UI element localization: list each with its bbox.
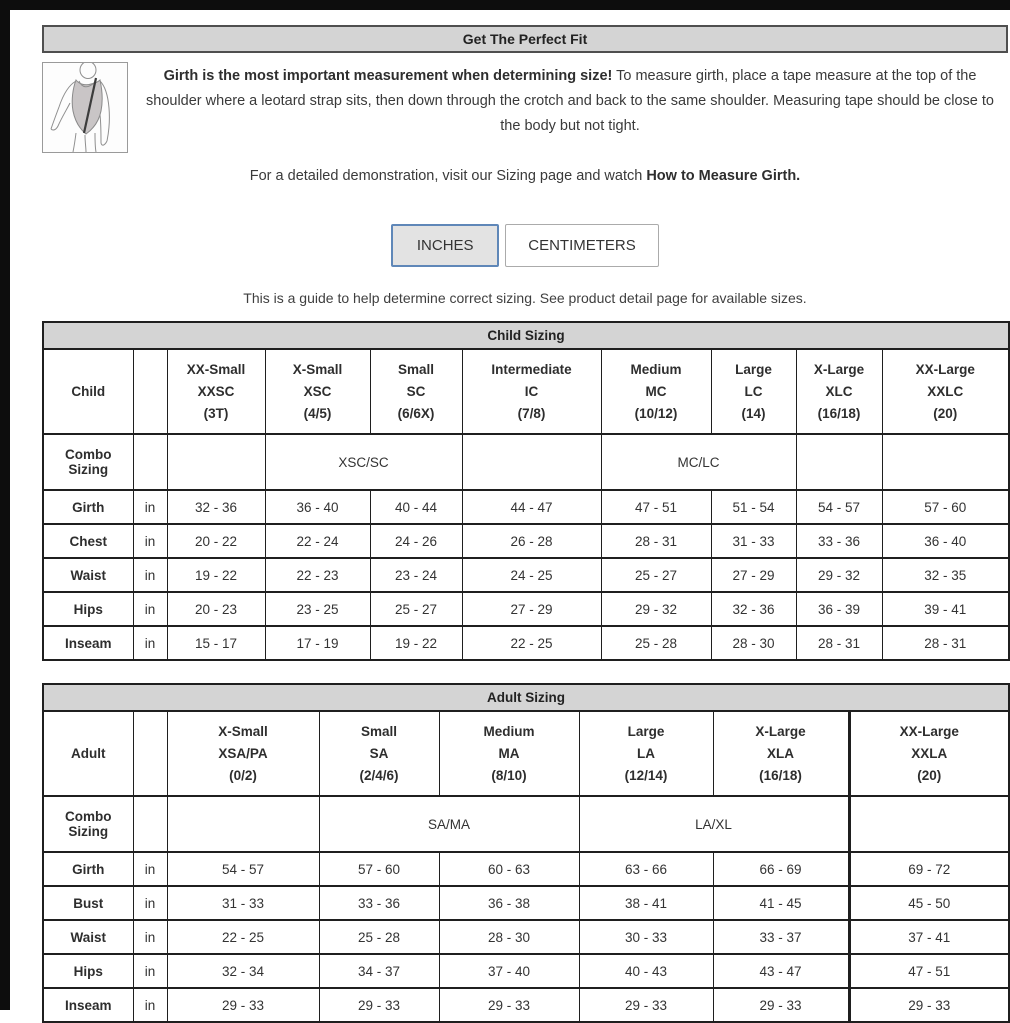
size-value-cell: 36 - 40	[265, 490, 370, 524]
unit-cell: in	[133, 490, 167, 524]
child-col-SC: Small SC (6/6X)	[370, 349, 462, 434]
centimeters-button[interactable]: CENTIMETERS	[505, 224, 659, 267]
child-combo-blank	[796, 434, 882, 490]
size-value-cell: 17 - 19	[265, 626, 370, 660]
size-value-cell: 29 - 33	[439, 988, 579, 1022]
demo-bold-text: How to Measure Girth.	[646, 168, 801, 184]
size-value-cell: 25 - 27	[601, 558, 711, 592]
child-row-header: Child	[43, 349, 133, 434]
size-value-cell: 29 - 33	[579, 988, 713, 1022]
child-combo-MC-LC: MC/LC	[601, 434, 796, 490]
child-col-IC: Intermediate IC (7/8)	[462, 349, 601, 434]
size-value-cell: 36 - 38	[439, 886, 579, 920]
size-value-cell: 29 - 33	[319, 988, 439, 1022]
child-col-LC: Large LC (14)	[711, 349, 796, 434]
size-value-cell: 25 - 27	[370, 592, 462, 626]
adult-col-XXLA: XX-Large XXLA (20)	[849, 711, 1009, 796]
adult-combo-row	[43, 796, 1009, 852]
child-col-MC: Medium MC (10/12)	[601, 349, 711, 434]
child-combo-blank	[462, 434, 601, 490]
size-value-cell: 22 - 23	[265, 558, 370, 592]
child-row-waist	[43, 558, 1009, 592]
row-label: Inseam	[43, 988, 133, 1022]
size-value-cell: 33 - 36	[319, 886, 439, 920]
leotard-figure-image	[42, 62, 128, 153]
demo-line	[42, 168, 1008, 184]
child-col-XXLC: XX-Large XXLC (20)	[882, 349, 1009, 434]
unit-cell: in	[133, 524, 167, 558]
unit-cell: in	[133, 886, 167, 920]
adult-combo-label: Combo Sizing	[43, 796, 133, 852]
child-table-title: Child Sizing	[43, 322, 1009, 349]
child-row-hips	[43, 592, 1009, 626]
size-value-cell: 57 - 60	[319, 852, 439, 886]
leotard-sketch-icon	[43, 63, 127, 152]
child-combo-unit-blank	[133, 434, 167, 490]
size-value-cell: 33 - 36	[796, 524, 882, 558]
size-value-cell: 29 - 33	[713, 988, 849, 1022]
size-value-cell: 32 - 36	[711, 592, 796, 626]
unit-cell: in	[133, 626, 167, 660]
size-value-cell: 66 - 69	[713, 852, 849, 886]
size-value-cell: 28 - 30	[439, 920, 579, 954]
child-col-XXSC: XX-Small XXSC (3T)	[167, 349, 265, 434]
size-value-cell: 28 - 31	[601, 524, 711, 558]
size-value-cell: 27 - 29	[711, 558, 796, 592]
size-value-cell: 15 - 17	[167, 626, 265, 660]
adult-sizing-table	[42, 683, 1010, 1023]
child-unit-header-blank	[133, 349, 167, 434]
intro-rest-text: To measure girth, place a tape measure at the top of the shoulder where a leotard strap sits, then down through the crotch and back to the same shoulder. Measuring tape should be close to the body but not tight.	[146, 68, 994, 134]
adult-row-bust	[43, 886, 1009, 920]
size-value-cell: 19 - 22	[167, 558, 265, 592]
unit-cell: in	[133, 954, 167, 988]
size-value-cell: 36 - 40	[882, 524, 1009, 558]
size-value-cell: 36 - 39	[796, 592, 882, 626]
size-value-cell: 29 - 33	[167, 988, 319, 1022]
adult-combo-blank	[167, 796, 319, 852]
adult-row-girth	[43, 852, 1009, 886]
size-value-cell: 30 - 33	[579, 920, 713, 954]
row-label: Chest	[43, 524, 133, 558]
size-value-cell: 33 - 37	[713, 920, 849, 954]
demo-text: For a detailed demonstration, visit our Sizing page and watch	[249, 168, 647, 184]
size-value-cell: 39 - 41	[882, 592, 1009, 626]
size-value-cell: 23 - 25	[265, 592, 370, 626]
child-combo-XSC-SC: XSC/SC	[265, 434, 462, 490]
size-value-cell: 40 - 43	[579, 954, 713, 988]
size-value-cell: 44 - 47	[462, 490, 601, 524]
size-value-cell: 29 - 32	[601, 592, 711, 626]
child-col-XLC: X-Large XLC (16/18)	[796, 349, 882, 434]
row-label: Inseam	[43, 626, 133, 660]
row-label: Waist	[43, 558, 133, 592]
size-value-cell: 20 - 22	[167, 524, 265, 558]
size-value-cell: 25 - 28	[319, 920, 439, 954]
intro-section	[42, 62, 1008, 153]
size-value-cell: 43 - 47	[713, 954, 849, 988]
size-value-cell: 24 - 26	[370, 524, 462, 558]
adult-row-hips	[43, 954, 1009, 988]
size-value-cell: 37 - 41	[849, 920, 1009, 954]
size-value-cell: 28 - 30	[711, 626, 796, 660]
adult-title-row	[43, 684, 1009, 711]
adult-combo-SA-MA: SA/MA	[319, 796, 579, 852]
adult-table-title: Adult Sizing	[43, 684, 1009, 711]
child-col-XSC: X-Small XSC (4/5)	[265, 349, 370, 434]
size-value-cell: 54 - 57	[167, 852, 319, 886]
adult-row-waist	[43, 920, 1009, 954]
child-row-chest	[43, 524, 1009, 558]
size-value-cell: 24 - 25	[462, 558, 601, 592]
size-value-cell: 29 - 32	[796, 558, 882, 592]
page	[10, 10, 1010, 1013]
size-value-cell: 45 - 50	[849, 886, 1009, 920]
size-value-cell: 34 - 37	[319, 954, 439, 988]
size-value-cell: 29 - 33	[849, 988, 1009, 1022]
child-header-row	[43, 349, 1009, 434]
child-combo-blank	[167, 434, 265, 490]
row-label: Waist	[43, 920, 133, 954]
size-value-cell: 63 - 66	[579, 852, 713, 886]
size-value-cell: 69 - 72	[849, 852, 1009, 886]
size-value-cell: 19 - 22	[370, 626, 462, 660]
frame-top-bar	[0, 0, 1010, 10]
size-value-cell: 27 - 29	[462, 592, 601, 626]
size-value-cell: 32 - 35	[882, 558, 1009, 592]
size-value-cell: 38 - 41	[579, 886, 713, 920]
unit-cell: in	[133, 592, 167, 626]
size-value-cell: 31 - 33	[167, 886, 319, 920]
size-value-cell: 41 - 45	[713, 886, 849, 920]
unit-cell: in	[133, 988, 167, 1022]
size-value-cell: 47 - 51	[601, 490, 711, 524]
size-value-cell: 51 - 54	[711, 490, 796, 524]
adult-col-XSA/PA: X-Small XSA/PA (0/2)	[167, 711, 319, 796]
adult-col-MA: Medium MA (8/10)	[439, 711, 579, 796]
row-label: Bust	[43, 886, 133, 920]
row-label: Girth	[43, 490, 133, 524]
adult-col-XLA: X-Large XLA (16/18)	[713, 711, 849, 796]
row-label: Hips	[43, 954, 133, 988]
size-value-cell: 20 - 23	[167, 592, 265, 626]
size-value-cell: 40 - 44	[370, 490, 462, 524]
size-value-cell: 22 - 25	[462, 626, 601, 660]
size-value-cell: 31 - 33	[711, 524, 796, 558]
child-combo-blank	[882, 434, 1009, 490]
unit-cell: in	[133, 558, 167, 592]
size-value-cell: 60 - 63	[439, 852, 579, 886]
size-value-cell: 37 - 40	[439, 954, 579, 988]
row-label: Girth	[43, 852, 133, 886]
unit-cell: in	[133, 920, 167, 954]
size-value-cell: 26 - 28	[462, 524, 601, 558]
adult-combo-LA-XL: LA/XL	[579, 796, 849, 852]
size-value-cell: 22 - 24	[265, 524, 370, 558]
adult-combo-blank	[849, 796, 1009, 852]
guide-note: This is a guide to help determine correct sizing. See product detail page for available sizes.	[243, 290, 807, 306]
intro-paragraph	[128, 62, 1008, 153]
adult-unit-header-blank	[133, 711, 167, 796]
adult-col-SA: Small SA (2/4/6)	[319, 711, 439, 796]
child-title-row	[43, 322, 1009, 349]
size-value-cell: 57 - 60	[882, 490, 1009, 524]
child-sizing-table	[42, 321, 1010, 661]
size-value-cell: 23 - 24	[370, 558, 462, 592]
size-value-cell: 32 - 36	[167, 490, 265, 524]
size-value-cell: 28 - 31	[796, 626, 882, 660]
child-row-girth	[43, 490, 1009, 524]
child-combo-label: Combo Sizing	[43, 434, 133, 490]
row-label: Hips	[43, 592, 133, 626]
size-value-cell: 32 - 34	[167, 954, 319, 988]
size-value-cell: 22 - 25	[167, 920, 319, 954]
adult-row-inseam	[43, 988, 1009, 1022]
adult-row-header: Adult	[43, 711, 133, 796]
size-value-cell: 28 - 31	[882, 626, 1009, 660]
child-combo-row	[43, 434, 1009, 490]
page-title	[42, 25, 1008, 53]
child-row-inseam	[43, 626, 1009, 660]
unit-toggle	[42, 224, 1008, 267]
size-value-cell: 54 - 57	[796, 490, 882, 524]
page-title-text: Get The Perfect Fit	[462, 31, 588, 47]
frame-left-bar	[0, 0, 10, 1010]
unit-cell: in	[133, 852, 167, 886]
intro-bold-text: Girth is the most important measurement when determining size!	[163, 68, 613, 84]
adult-col-LA: Large LA (12/14)	[579, 711, 713, 796]
adult-combo-unit-blank	[133, 796, 167, 852]
inches-button[interactable]: INCHES	[391, 224, 499, 267]
size-value-cell: 25 - 28	[601, 626, 711, 660]
adult-header-row	[43, 711, 1009, 796]
size-value-cell: 47 - 51	[849, 954, 1009, 988]
